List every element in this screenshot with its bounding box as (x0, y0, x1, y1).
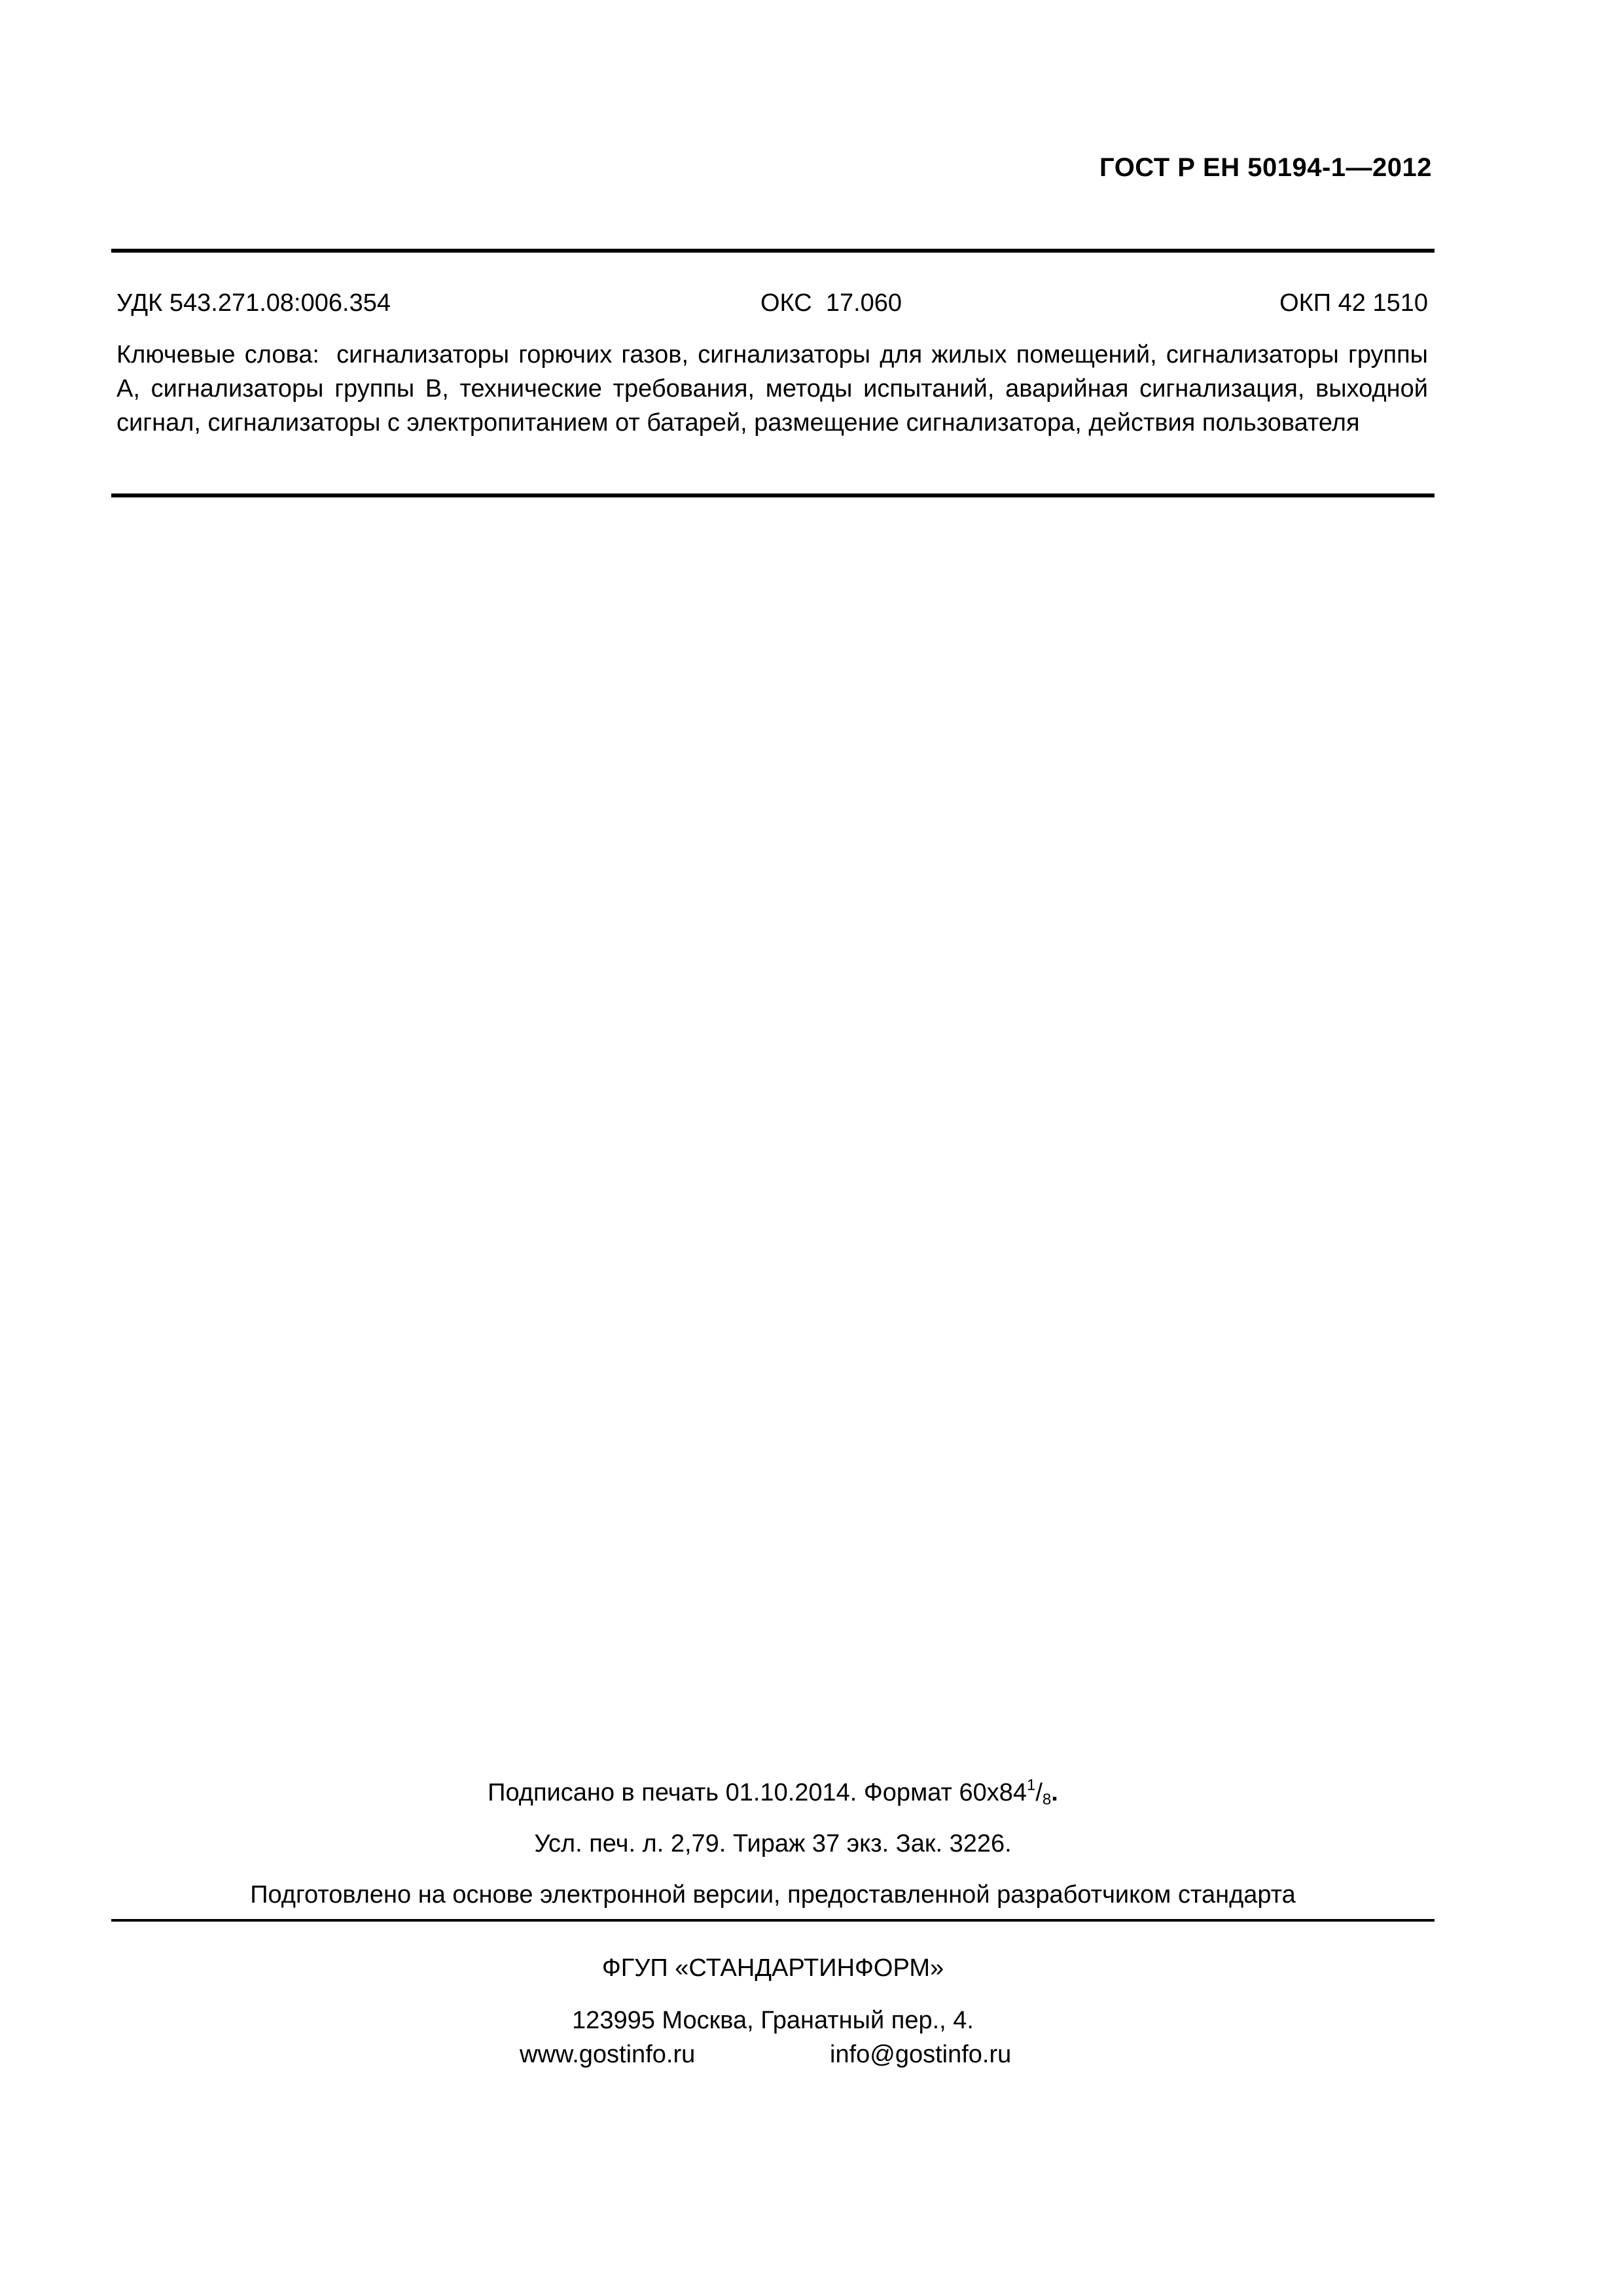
website-link[interactable]: www.gostinfo.ru (520, 2041, 696, 2068)
print-specs-line: Усл. печ. л. 2,79. Тираж 37 экз. Зак. 3226. (534, 1830, 1012, 1857)
top-divider (111, 249, 1435, 253)
email-link[interactable]: info@gostinfo.ru (830, 2041, 1012, 2068)
document-code: ГОСТ Р ЕН 50194-1—2012 (1099, 153, 1432, 182)
format-period: . (1051, 1779, 1058, 1806)
keywords-text: сигнализаторы горючих газов, сигнализаторы для жилых помещений, сигнализаторы группы А, сигнализаторы группы В, технические требования, методы испытаний, аварийная сигнализация, выходной сигнал, сигнализаторы с электропитанием от батарей, размещение сигнализатора, действия пользователя (116, 341, 1428, 437)
publisher-name: ФГУП «СТАНДАРТИНФОРМ» (601, 1954, 944, 1982)
keywords-block (116, 338, 1428, 440)
format-denominator: 8 (1042, 1791, 1052, 1808)
udk-code: УДК 543.271.08:006.354 (116, 289, 391, 317)
prepared-note: Подготовлено на основе электронной версии, предоставленной разработчиком стандарта (250, 1881, 1296, 1909)
keywords-label: Ключевые слова: (116, 341, 319, 368)
format-numerator: 1 (1026, 1776, 1036, 1794)
publisher-address: 123995 Москва, Гранатный пер., 4. (572, 2007, 974, 2034)
oks-code: ОКС 17.060 (760, 289, 902, 317)
format-slash: / (1035, 1779, 1043, 1806)
okp-code: ОКП 42 1510 (1279, 289, 1428, 317)
print-signed-line (111, 1778, 1435, 1808)
print-signed-text: Подписано в печать 01.10.2014. Формат 60x84 (488, 1779, 1027, 1806)
imprint-divider (111, 1919, 1435, 1922)
keywords-divider (111, 493, 1435, 497)
